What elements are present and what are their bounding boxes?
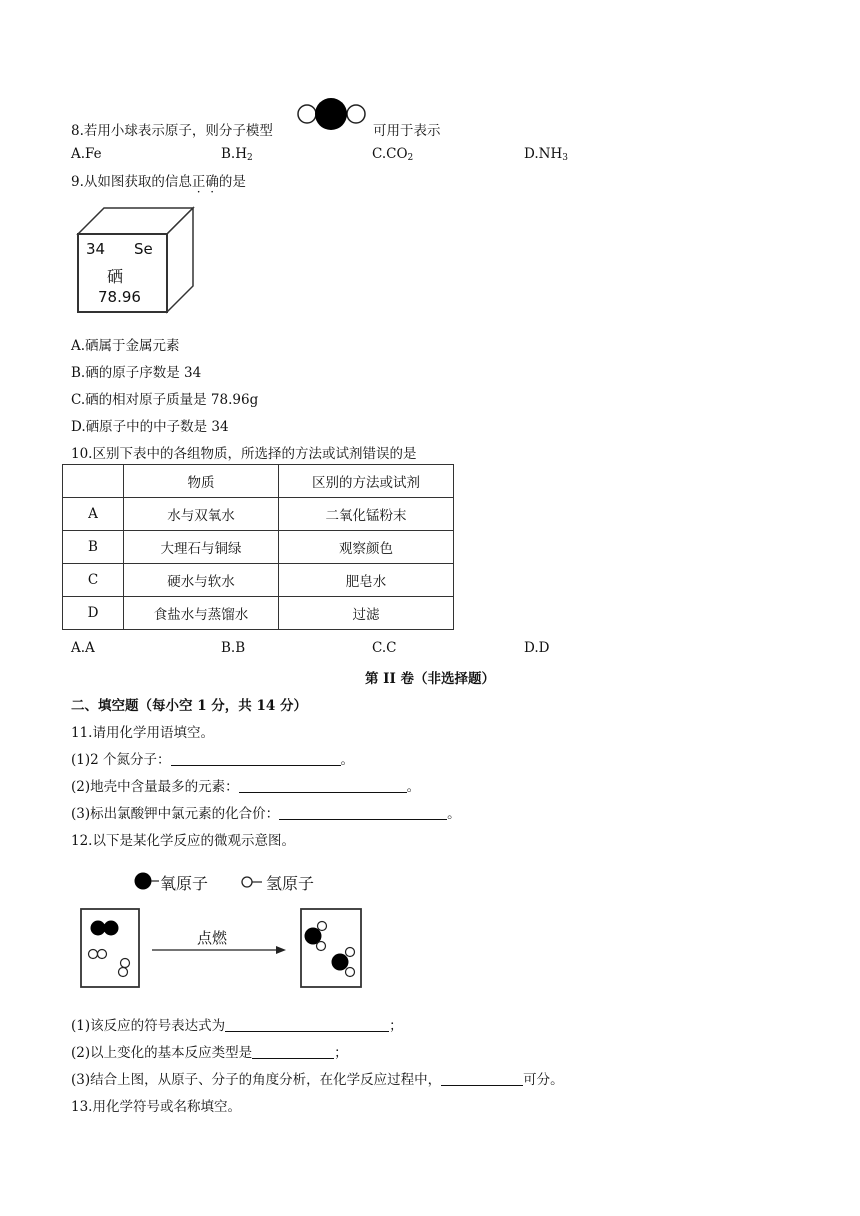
table-cell: 水与双氧水: [124, 498, 279, 531]
table-cell: 食盐水与蒸馏水: [124, 597, 279, 630]
q10-option-b: B.B: [221, 640, 246, 656]
q8-option-a: A.Fe: [71, 146, 102, 162]
answer-blank[interactable]: [239, 779, 407, 793]
q8-stem-prefix: 8.若用小球表示原子，则分子模型: [71, 123, 273, 139]
table-row: [63, 498, 454, 531]
q10-option-c: C.C: [372, 640, 397, 656]
answer-blank[interactable]: [171, 752, 341, 766]
emphasis-dot-char: 确: [205, 174, 219, 190]
q11-item-1: (1)2 个氮分子： 。: [71, 752, 355, 768]
table-header-row: [63, 465, 454, 498]
q13-stem: 13.用化学符号或名称填空。: [71, 1099, 241, 1115]
molecule-model-icon: [296, 96, 368, 132]
q9-option-a: A.硒属于金属元素: [71, 338, 180, 354]
table-row: [63, 531, 454, 564]
table-cell: A: [63, 498, 124, 531]
q8-stem-suffix: 可用于表示: [373, 123, 441, 139]
q9-option-c: C.硒的相对原子质量是 78.96g: [71, 392, 259, 408]
table-row: [63, 564, 454, 597]
table-cell: 二氧化锰粉末: [279, 498, 454, 531]
table-cell: C: [63, 564, 124, 597]
q9-stem: 9.从如图获取的信息正确的是: [71, 170, 246, 190]
table-cell: 肥皂水: [279, 564, 454, 597]
answer-blank[interactable]: [252, 1045, 334, 1059]
products-box: [300, 908, 362, 988]
q9-option-d: D.硒原子中的中子数是 34: [71, 419, 229, 435]
element-symbol: Se: [134, 240, 153, 258]
q8-option-d: $D.NH_3$: [524, 146, 568, 163]
q8-option-c: $C.CO_2$: [372, 146, 414, 163]
table-header-cell: 物质: [124, 465, 279, 498]
hydrogen-atom-icon: [240, 874, 264, 890]
element-card: [76, 206, 196, 314]
table-cell: B: [63, 531, 124, 564]
answer-blank[interactable]: [441, 1072, 523, 1086]
q11-item-2: (2)地壳中含量最多的元素： 。: [71, 779, 421, 795]
q8-option-b: $B.H_2$: [221, 146, 253, 163]
arrow-right-icon: [152, 944, 288, 956]
answer-blank[interactable]: [279, 806, 447, 820]
table-cell: D: [63, 597, 124, 630]
q11-item-3: (3)标出氯酸钾中氯元素的化合价： 。: [71, 806, 461, 822]
oxygen-atom-icon: [133, 872, 159, 892]
emphasis-dot-char: 正: [191, 174, 206, 190]
table-cell: 过滤: [279, 597, 454, 630]
reactants-box: [80, 908, 140, 988]
section-heading: 二、填空题（每小空 1 分，共 14 分）: [71, 698, 307, 714]
table-header-cell: 区别的方法或试剂: [279, 465, 454, 498]
q10-table: [62, 464, 454, 630]
legend-oxygen-label: 氧原子: [160, 874, 209, 893]
answer-blank[interactable]: [225, 1018, 389, 1032]
q10-option-d: D.D: [524, 640, 550, 656]
q12-item-1: (1)该反应的符号表达式为 ；: [71, 1018, 403, 1034]
q8-stem: [71, 119, 273, 139]
element-atomic-number: 34: [86, 240, 106, 258]
arrow-label: 点燃: [197, 929, 228, 947]
q9-option-b: B.硒的原子序数是 34: [71, 365, 202, 381]
table-cell: 大理石与铜绿: [124, 531, 279, 564]
q12-item-3: (3)结合上图，从原子、分子的角度分析，在化学反应过程中， 可分。: [71, 1072, 564, 1088]
q10-option-a: A.A: [71, 640, 95, 656]
table-header-cell: [63, 465, 124, 498]
q12-item-2: (2)以上变化的基本反应类型是 ；: [71, 1045, 348, 1061]
legend-hydrogen-label: 氢原子: [266, 874, 315, 893]
q10-stem: 10.区别下表中的各组物质，所选择的方法或试剂错误的是: [71, 446, 417, 462]
table-cell: 硬水与软水: [124, 564, 279, 597]
q11-stem: 11.请用化学用语填空。: [71, 725, 214, 741]
table-row: [63, 597, 454, 630]
element-name: 硒: [107, 267, 124, 286]
q12-stem: 12.以下是某化学反应的微观示意图。: [71, 833, 295, 849]
volume-title: 第 II 卷（非选择题）: [364, 671, 496, 687]
element-mass: 78.96: [98, 288, 141, 306]
table-cell: 观察颜色: [279, 531, 454, 564]
